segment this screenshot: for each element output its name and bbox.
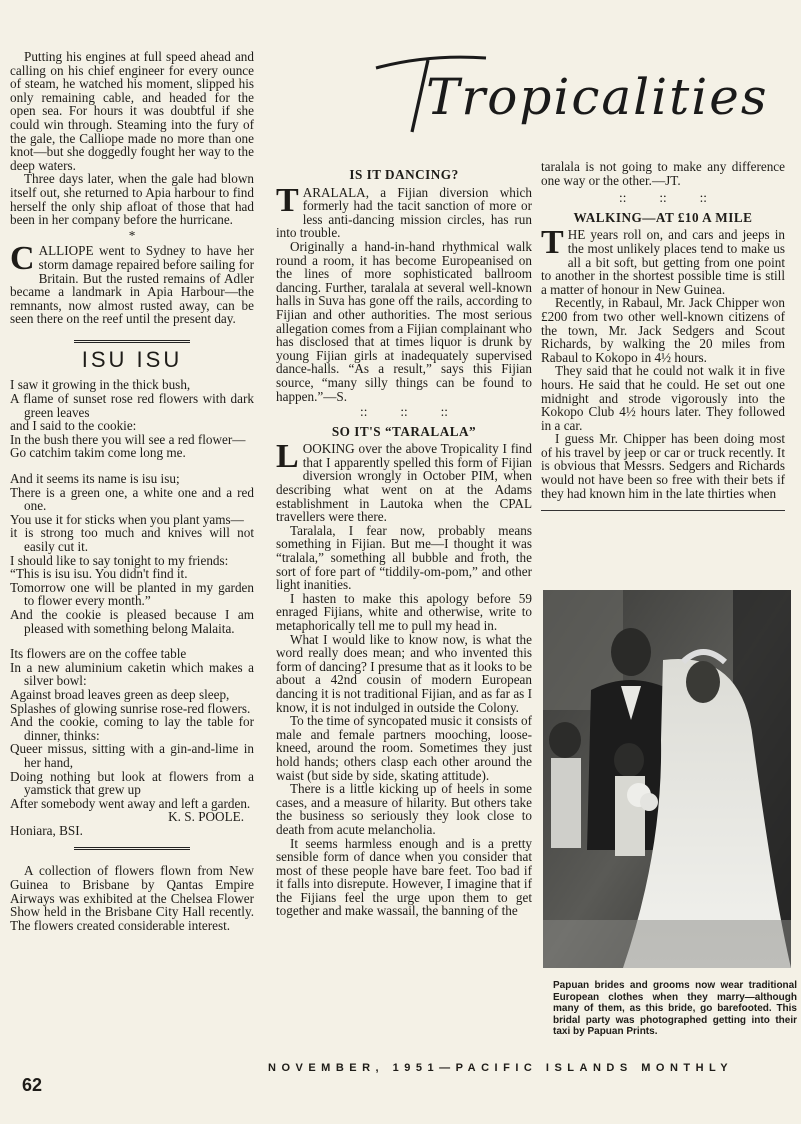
article-paragraph: To the time of syncopated music it consists of male and female partners mooching, loose-kneed, around the room. Sometimes they just hold hands; others clasp each other around the waist (but side by side, skating attitude). xyxy=(276,713,532,783)
drop-cap: T xyxy=(276,181,299,219)
page-number: 62 xyxy=(22,1075,43,1095)
divider xyxy=(74,340,190,343)
poem-line: Its flowers are on the coffee table xyxy=(10,646,187,662)
article-heading: WALKING—AT £10 A MILE xyxy=(573,209,753,225)
poem-line: I saw it growing in the thick bush, xyxy=(10,377,191,393)
drop-cap: T xyxy=(541,224,564,262)
page-footer: NOVEMBER, 1951—PACIFIC ISLANDS MONTHLY xyxy=(268,1062,734,1074)
paragraph-text: ARALALA, a Fijian diversion which formerly had the tacit sanction of more or less anti-dancing mission circles, has run into trouble. xyxy=(276,184,532,241)
poem-line: In a new aluminium caketin which makes a silver bowl: xyxy=(10,659,254,689)
masthead-text: Tropicalities xyxy=(426,68,769,126)
drop-cap: C xyxy=(10,240,35,278)
article-paragraph: A collection of flowers flown from New Guinea to Brisbane by Qantas Empire Airways was exhibited at the Chelsea Flower Show held in the Brisbane City Hall recently. The flowers created considerable interest. xyxy=(10,863,254,933)
poem-line: There is a green one, a white one and a red one. xyxy=(10,484,254,514)
article-paragraph: Originally a hand-in-hand rhythmical walk round a room, it has become Europeanised on the lines of more sophisticated ballroom dancing. Further, taralala at several well-known halls in Suva has gone off the rails, according to Fijian and other authorities. The most serious allegation comes from a Fijian complainant who has disclosed that at times liquor is drunk by young Fijian girls at inadequately supervised dance-halls. “As a result,” says this Fijian source, “many silly things can be found to happen.”—S. xyxy=(276,238,532,404)
poem-line: “This is isu isu. You didn't find it. xyxy=(10,566,188,582)
section-separator: :: :: :: xyxy=(360,404,448,420)
poem-line: it is strong too much and knives will not easily cut it. xyxy=(10,525,254,554)
column-right xyxy=(541,160,785,511)
article-paragraph xyxy=(541,224,785,297)
paragraph-text: OOKING over the above Tropicality I find that I apparently spelled this form of Fijian diversion wrongly in October PIM, when describing what went on at the Adams establishment in Lautoka when the CPAL travellers were there. xyxy=(276,441,532,525)
article-paragraph: What I would like to know now, is what the word really does mean; and who invented this form of dancing? I presume that as it looks to be about a 42nd cousin of modern European dancing it is not traditional Fijian, and as far as I know, it is not indulged in outside the Colony. xyxy=(276,631,532,715)
poem-line: I should like to say tonight to my friends: xyxy=(10,552,229,568)
article-paragraph: Three days later, when the gale had blown itself out, she returned to Apia harbour to find herself the only ship afloat of those that had been in her company before the hurricane. xyxy=(10,171,254,228)
poem-line: A flame of sunset rose red flowers with dark green leaves xyxy=(10,391,254,420)
masthead-title xyxy=(368,36,769,136)
article-paragraph xyxy=(10,240,254,327)
poem-line: And the cookie, coming to lay the table for dinner, thinks: xyxy=(10,714,254,743)
divider xyxy=(541,510,785,511)
poem-line: Against broad leaves green as deep sleep, xyxy=(10,686,230,702)
photo-caption: Papuan brides and grooms now wear traditional European clothes when they marry—although many of them, as this bride, go barefooted. This bridal party was photographed getting into their taxi by Papuan Prints. xyxy=(553,980,797,1037)
article-paragraph xyxy=(276,181,532,241)
paragraph-text: HE years roll on, and cars and jeeps in the most unlikely places tend to make us all a bit soft, but getting from one point to another in the shortest possible time is still a matter of honour in New Guinea. xyxy=(541,227,785,297)
article-paragraph: I hasten to make this apology before 59 enraged Fijians, white and otherwise, write to metaphorically tell me to pull my head in. xyxy=(276,590,532,633)
poem-line: Tomorrow one will be planted in my garden to flower every month.” xyxy=(10,579,254,609)
column-middle xyxy=(276,162,532,918)
column-left xyxy=(10,50,254,932)
article-paragraph: It seems harmless enough and is a pretty sensible form of dance when you consider that most of these people have bare feet. Too bad if it falls into disrepute. However, I imagine that if the Fijians feel the urge upon them to get together and make wassail, the banning of the xyxy=(276,835,532,919)
section-asterisk: * xyxy=(128,227,136,243)
divider xyxy=(74,847,190,850)
poem-line: Queer missus, sitting with a gin-and-lime in her hand, xyxy=(10,741,254,770)
poem-line: After somebody went away and left a garden. xyxy=(10,795,251,811)
article-heading: SO IT'S “TARALALA” xyxy=(331,423,477,439)
paragraph-text: ALLIOPE went to Sydney to have her storm damage repaired before sailing for Britain. But the rusted remains of Adler became a landmark in Apia Harbour—the remnants, now almost rusted away, can be seen there on the reef until the present day. xyxy=(10,243,254,327)
photo-image xyxy=(543,590,791,968)
poem-line: Go catchim takim come long me. xyxy=(10,445,186,461)
poem-line: You use it for sticks when you plant yams— xyxy=(10,511,244,527)
article-paragraph: I guess Mr. Chipper has been doing most of his travel by jeep or car or truck recently. It is obvious that Messrs. Sedgers and Richards would not have been so free with their bets if they had known him in the late thirties when xyxy=(541,431,785,501)
article-paragraph: Putting his engines at full speed ahead and calling on his chief engineer for every ounce of steam, he watched his moment, slipped his only remaining cable, and headed for the open sea. For hours it was doubtful if she could win through. Steaming into the fury of the gale, the Calliope made no more than one knot—but she doggedly fought her way to the deep waters. xyxy=(10,49,254,173)
article-paragraph: Recently, in Rabaul, Mr. Jack Chipper won £200 from two other well-known citizens of the town, Mr. Jack Sedgers and Scout Richards, by walking the 20 miles from Rabaul to Kokopo in 4½ hours. xyxy=(541,295,785,365)
article-paragraph: taralala is not going to make any difference one way or the other.—JT. xyxy=(541,159,785,188)
poem-title: ISU ISU xyxy=(81,346,183,372)
drop-cap: L xyxy=(276,438,299,476)
article-paragraph: They said that he could not walk it in five hours. He said that he could. He set out one midnight and strode vigorously into the Kokopo Club 4½ hours later. They followed in a car. xyxy=(541,363,785,433)
poem-place: Honiara, BSI. xyxy=(10,822,83,838)
article-heading: IS IT DANCING? xyxy=(349,167,459,182)
poem-line: In the bush there you will see a red flower— xyxy=(10,431,246,447)
poem-line: and I said to the cookie: xyxy=(10,418,137,434)
section-separator: :: :: :: xyxy=(619,190,707,206)
poem-author: K. S. POOLE. xyxy=(168,809,244,825)
poem xyxy=(10,378,254,810)
article-paragraph: There is a little kicking up of heels in some cases, and a measure of hilarity. But others take the business so seriously they look close to death from acute melancholia. xyxy=(276,781,532,837)
poem-line: And the cookie is pleased because I am pleased with something belong Malaita. xyxy=(10,606,254,636)
article-paragraph xyxy=(276,438,532,525)
masthead-lettering xyxy=(368,36,769,136)
poem-line: Splashes of glowing sunrise rose-red flowers. xyxy=(10,700,251,716)
poem-line: And it seems its name is isu isu; xyxy=(10,471,180,487)
article-paragraph: Taralala, I fear now, probably means something in Fijian. But me—I thought it was “tralala,” something all bubble and froth, the sort of fore part of “tiddily-om-pom,” and other light inanities. xyxy=(276,522,532,593)
wedding-photograph xyxy=(543,590,791,968)
poem-line: Doing nothing but look at flowers from a yamstick that grew up xyxy=(10,768,254,798)
